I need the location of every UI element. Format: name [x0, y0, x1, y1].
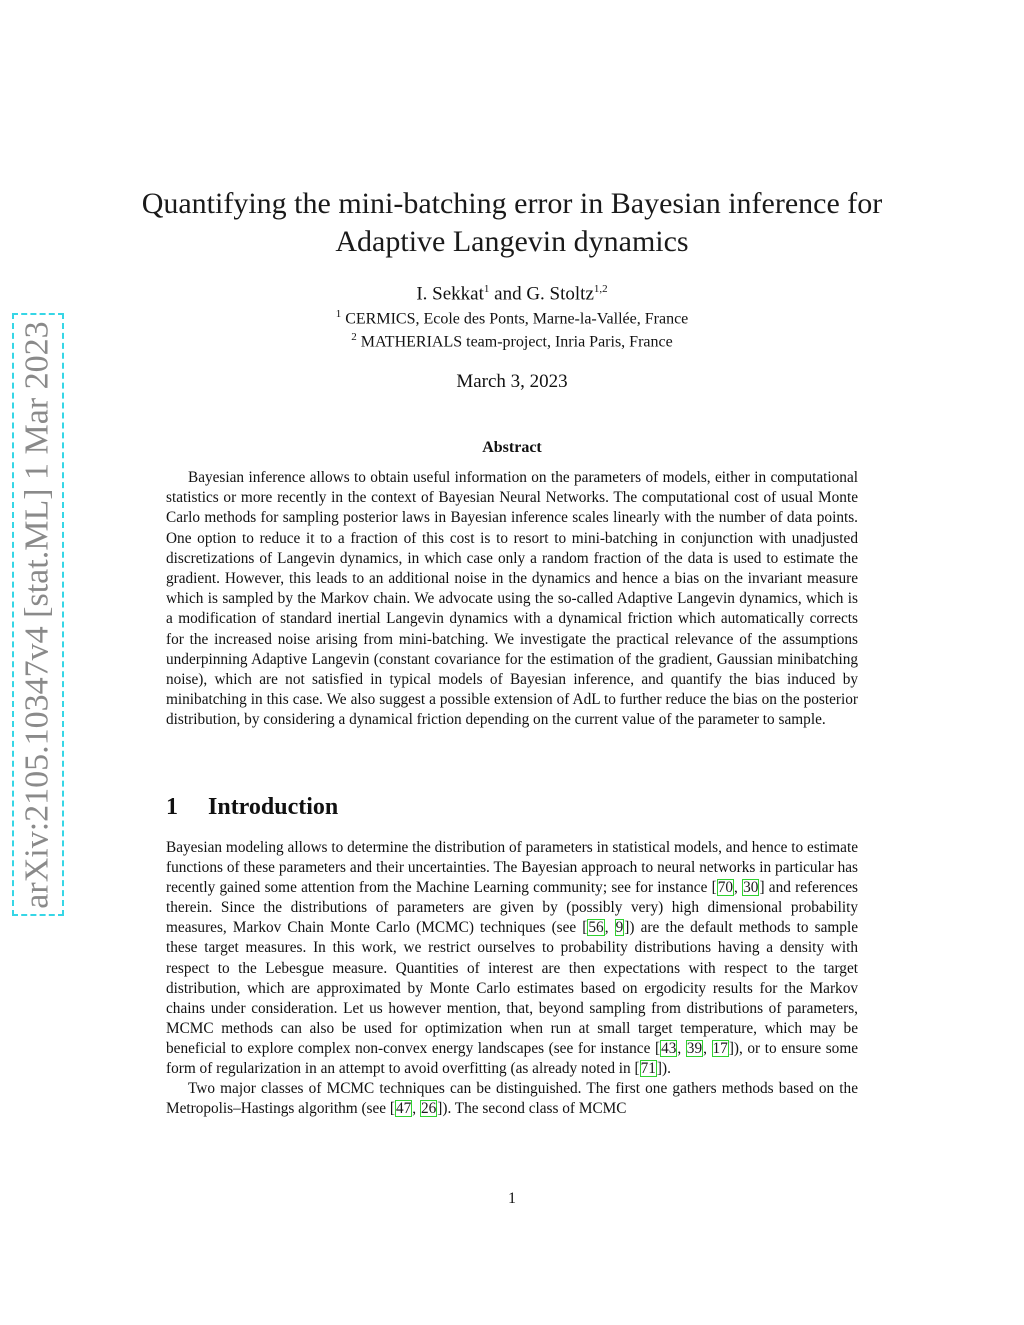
author-2-affil: 1,2: [593, 283, 608, 295]
author-conjunction: and: [489, 283, 527, 305]
citation-link[interactable]: 71: [640, 1060, 656, 1078]
abstract-heading: Abstract: [482, 439, 542, 456]
author-2: G. Stoltz: [526, 283, 594, 305]
section-number: 1: [166, 794, 178, 820]
introduction-body: [166, 838, 858, 1119]
intro-p2-text: ,: [412, 1100, 420, 1118]
arxiv-side-stamp: [12, 313, 64, 916]
citation-link[interactable]: 56: [588, 919, 604, 937]
citation-link[interactable]: 70: [717, 879, 734, 897]
author-1: I. Sekkat: [416, 283, 484, 305]
citation-link[interactable]: 47: [396, 1100, 412, 1118]
intro-p2-text: ]). The second class of MCMC: [437, 1100, 627, 1118]
title-line-2: Adaptive Langevin dynamics: [335, 225, 689, 258]
intro-p1-text: ]).: [656, 1060, 671, 1078]
citation-link[interactable]: 30: [743, 879, 759, 897]
intro-p1-text: Bayesian modeling allows to determine the distribution of parameters in statistical models, and hence to estimate functions of these parameters and their uncertainties. The Bayesian approach to neural networks in particular has recently gained some attention from the Machine Learning community; see for instance [: [166, 839, 858, 897]
citation-link[interactable]: 39: [686, 1039, 703, 1057]
arxiv-identifier: arXiv:2105.10347v4 [stat.ML] 1 Mar 2023: [19, 320, 56, 909]
intro-p1-text: ,: [734, 879, 743, 897]
section-heading: [166, 794, 338, 821]
citation-link[interactable]: 43: [661, 1039, 677, 1057]
citation-link[interactable]: 9: [615, 919, 624, 937]
section-title: Introduction: [208, 794, 339, 820]
author-1-affil: 1: [483, 283, 490, 295]
affiliation-2-sup: 2: [351, 331, 357, 343]
citation-link[interactable]: 26: [420, 1100, 437, 1118]
affiliation-1-text: CERMICS, Ecole des Ponts, Marne-la-Vallée, France: [345, 310, 689, 328]
citation-link[interactable]: 17: [712, 1039, 728, 1057]
publication-date: March 3, 2023: [456, 371, 568, 392]
paper-title: [130, 185, 894, 261]
affiliation-2-text: MATHERIALS team-project, Inria Paris, France: [360, 333, 673, 351]
abstract-text: Bayesian inference allows to obtain useful information on the parameters of models, either in computational statistics or more recently in the context of Bayesian Neural Networks. The computational cost of usual Monte Carlo methods for sampling posterior laws in Bayesian inference scales linearly with the number of data points. One option to reduce it to a fraction of this cost is to resort to mini-batching in conjunction with unadjusted discretizations of Langevin dynamics, in which case only a random fraction of the data is used to estimate the gradient. However, this leads to an additional noise in the dynamics and hence a bias on the invariant measure which is sampled by the Markov chain. We advocate using the so-called Adaptive Langevin dynamics, which is a modification of standard inertial Langevin dynamics with a dynamical friction which automatically corrects for the increased noise arising from mini-batching. We investigate the practical relevance of the assumptions underpinning Adaptive Langevin (constant covariance for the estimation of the gradient, Gaussian minibatching noise), which are not satisfied in typical models of Bayesian inference, and quantify the bias induced by minibatching in this case. We also suggest a possible extension of AdL to further reduce the bias on the posterior distribution, by considering a dynamical friction depending on the current value of the parameter to sample.: [166, 469, 858, 729]
affiliation-1: [0, 308, 1024, 328]
page-number: 1: [508, 1190, 516, 1207]
intro-paragraph-1: [166, 838, 858, 1079]
intro-p2-text: Two major classes of MCMC techniques can be distinguished. The first one gathers methods based on the Metropolis–Hastings algorithm (see [: [166, 1080, 858, 1118]
intro-p1-text: ,: [677, 1039, 686, 1057]
intro-paragraph-2: [166, 1079, 858, 1119]
intro-p1-text: ,: [703, 1039, 712, 1057]
intro-p1-text: ,: [604, 919, 615, 937]
affiliation-1-sup: 1: [335, 308, 342, 320]
author-list: [0, 283, 1024, 305]
affiliation-2: [0, 331, 1024, 351]
title-line-1: Quantifying the mini-batching error in Bayesian inference for: [141, 187, 883, 220]
intro-p1-text: ]), or to ensure some form of regularization in an attempt to avoid overfitting (as already noted in [: [166, 1039, 859, 1078]
intro-p1-text: ] and references therein. Since the distributions of parameters are given by (possibly very) high dimensional probability measures, Markov Chain Monte Carlo (MCMC) techniques (see [: [166, 879, 858, 937]
intro-p1-text: ]) are the default methods to sample these target measures. In this work, we restrict ourselves to probability distributions having a density with respect to the Lebesgue measure. Quantities of interest are then expectations with respect to the target distribution, which are approximated by Monte Carlo estimates based on ergodicity results for the Markov chains under consideration. Let us however mention, that, beyond sampling from distributions of parameters, MCMC methods can also be used for optimization when run at small target temperature, which may be beneficial to explore complex non-convex energy landscapes (see for instance [: [166, 919, 858, 1057]
